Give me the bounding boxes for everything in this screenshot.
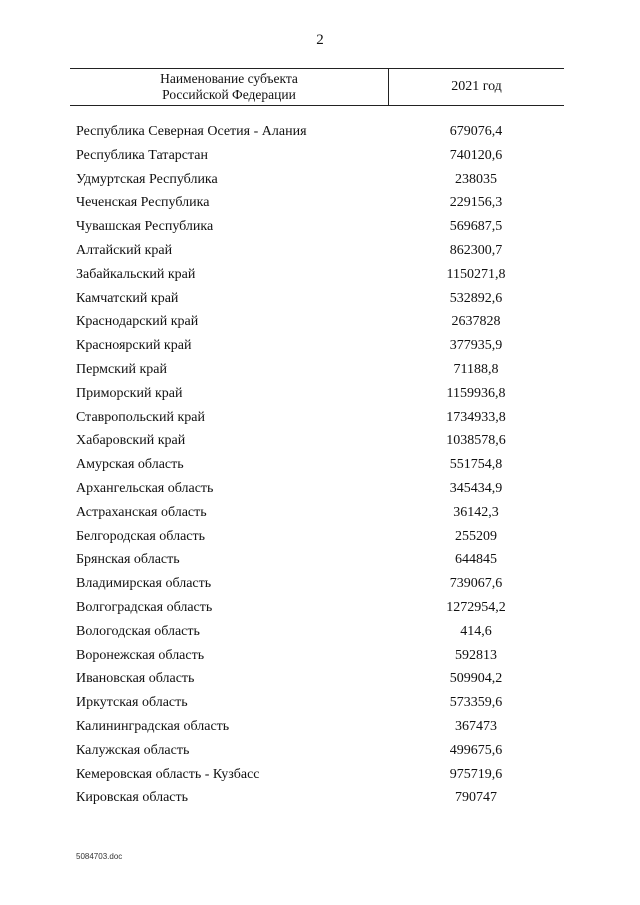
table-row <box>76 763 564 787</box>
subject-value: 551754,8 <box>449 457 503 473</box>
subject-name: Забайкальский край <box>76 266 196 282</box>
subject-name: Владимирская область <box>76 576 212 592</box>
table-row <box>76 620 564 644</box>
header-subject-name <box>70 69 388 105</box>
table-row <box>76 215 564 239</box>
subject-name: Кировская область <box>76 790 189 806</box>
subject-value: 975719,6 <box>449 766 503 782</box>
subject-value: 345434,9 <box>449 480 503 496</box>
table-row <box>76 310 564 334</box>
subject-name: Калужская область <box>76 742 190 758</box>
subject-name: Республика Северная Осетия - Алания <box>76 124 307 139</box>
subject-name: Брянская область <box>76 552 180 568</box>
subject-value: 1734933,8 <box>446 409 506 425</box>
subject-name: Астраханская область <box>76 504 207 520</box>
subject-value: 229156,3 <box>449 195 503 211</box>
table-row <box>76 287 564 311</box>
subject-name: Приморский край <box>76 385 183 401</box>
table-row <box>76 691 564 715</box>
subject-name: Республика Татарстан <box>76 147 209 163</box>
table-row <box>76 644 564 668</box>
subject-name: Ивановская область <box>76 671 195 687</box>
table-row <box>76 477 564 501</box>
subject-name: Алтайский край <box>76 242 173 258</box>
table-row <box>76 667 564 691</box>
table-row <box>76 406 564 430</box>
table-row <box>76 358 564 382</box>
table-row <box>76 453 564 477</box>
table-row <box>76 548 564 572</box>
subject-value: 367473 <box>455 718 497 734</box>
table-row <box>76 239 564 263</box>
header-subject-line1: Наименование субъекта <box>160 71 298 86</box>
subject-value: 644845 <box>455 552 497 568</box>
subject-name: Чеченская Республика <box>76 195 210 211</box>
table-row <box>76 120 564 144</box>
subject-value: 2637828 <box>451 314 501 330</box>
subject-value: 377935,9 <box>449 338 503 354</box>
subject-name: Удмуртская Республика <box>76 171 218 187</box>
subject-value: 740120,6 <box>449 147 503 163</box>
subject-value: 573359,6 <box>449 695 503 711</box>
subject-value: 739067,6 <box>449 576 503 592</box>
table-row <box>76 572 564 596</box>
subject-value: 414,6 <box>460 623 492 639</box>
subject-name: Хабаровский край <box>76 433 186 449</box>
table-row <box>76 739 564 763</box>
table-row <box>76 191 564 215</box>
table-row <box>76 144 564 168</box>
subject-value: 1159936,8 <box>446 385 506 401</box>
table-row <box>76 786 564 810</box>
subject-name: Воронежская область <box>76 647 205 663</box>
subject-value: 862300,7 <box>449 242 503 258</box>
page-number: 2 <box>316 32 324 48</box>
subject-name: Чувашская Республика <box>76 219 214 235</box>
table-body <box>76 120 564 810</box>
subject-name: Камчатский край <box>76 290 179 306</box>
subject-value: 36142,3 <box>453 504 499 520</box>
subject-name: Волгоградская область <box>76 599 213 615</box>
table-row <box>76 263 564 287</box>
subject-name: Иркутская область <box>76 695 188 711</box>
table-row <box>76 382 564 406</box>
subject-name: Кемеровская область - Кузбасс <box>76 766 260 782</box>
subject-name: Краснодарский край <box>76 314 199 330</box>
table-row <box>76 501 564 525</box>
subject-value: 499675,6 <box>449 742 503 758</box>
table-row <box>76 429 564 453</box>
subject-value: 509904,2 <box>449 671 503 687</box>
table-row <box>76 168 564 192</box>
subject-value: 532892,6 <box>449 290 503 306</box>
subject-name: Амурская область <box>76 457 184 473</box>
header-subject-line2: Российской Федерации <box>162 87 296 102</box>
subject-name: Белгородская область <box>76 528 206 544</box>
subject-value: 592813 <box>455 647 497 663</box>
table-row <box>76 525 564 549</box>
table-row <box>76 596 564 620</box>
subject-name: Ставропольский край <box>76 409 205 425</box>
subject-value: 1150271,8 <box>446 266 506 282</box>
subject-name: Архангельская область <box>76 480 214 496</box>
subject-name: Калининградская область <box>76 718 230 734</box>
subject-name: Красноярский край <box>76 338 192 354</box>
subject-name: Вологодская область <box>76 623 200 639</box>
subject-value: 679076,4 <box>449 124 503 139</box>
subject-name: Пермский край <box>76 361 167 377</box>
header-year: 2021 год <box>451 79 502 94</box>
subject-value: 238035 <box>455 171 497 187</box>
subject-value: 790747 <box>455 790 497 806</box>
subject-value: 255209 <box>455 528 497 544</box>
subject-value: 1038578,6 <box>446 433 506 449</box>
table-header <box>70 68 564 106</box>
subject-value: 71188,8 <box>453 361 499 377</box>
document-reference: 5084703.doc <box>76 852 123 861</box>
subject-value: 1272954,2 <box>446 599 506 615</box>
subject-value: 569687,5 <box>449 219 503 235</box>
table-row <box>76 334 564 358</box>
table-row <box>76 715 564 739</box>
